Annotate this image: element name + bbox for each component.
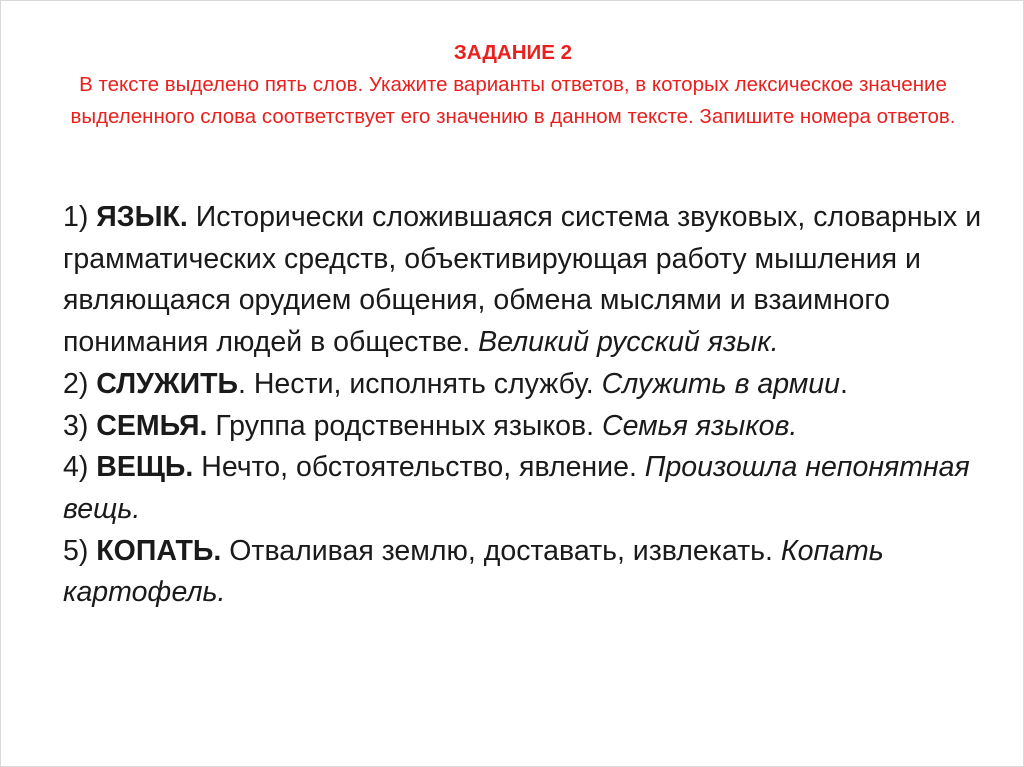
answer-number: 2): [63, 367, 89, 400]
task-instruction: В тексте выделено пять слов. Укажите варианты ответов, в которых лексическое значение выделенного слова соответствует его значению в данном тексте. Запишите номера ответов.: [70, 73, 956, 128]
answer-option-1: [63, 197, 983, 364]
answer-option-3: [63, 406, 983, 448]
answer-option-2: [63, 364, 983, 406]
answer-example: Произошла непонятная вещь.: [63, 451, 970, 525]
answer-example: Семья языков.: [602, 409, 798, 442]
answer-definition: Отваливая землю, доставать, извлекать.: [229, 534, 773, 567]
answer-definition: Нечто, обстоятельство, явление.: [201, 451, 637, 484]
answer-number: 3): [63, 409, 89, 442]
answer-example: Великий русский язык.: [478, 326, 779, 359]
answer-example: Служить в армии: [601, 367, 840, 400]
answer-option-5: [63, 531, 983, 614]
answer-number: 1): [63, 201, 89, 233]
answer-number: 4): [63, 451, 89, 484]
answer-word: КОПАТЬ.: [96, 534, 222, 567]
answer-word: СЛУЖИТЬ: [96, 367, 239, 400]
answer-options-list: [63, 197, 983, 614]
answer-example-tail: .: [840, 367, 848, 400]
answer-definition: Группа родственных языков.: [215, 409, 595, 442]
answer-option-4: [63, 447, 983, 530]
answer-word: СЕМЬЯ.: [96, 409, 208, 442]
answer-definition: Исторически сложившаяся система звуковых, словарных и грамматических средств, объективирующая работу мышления и являющаяся орудием общения, обмена мыслями и взаимного понимания людей в обществе.: [63, 201, 982, 359]
answer-word: ВЕЩЬ.: [96, 451, 194, 484]
answer-number: 5): [63, 534, 89, 567]
answer-definition: . Нести, исполнять службу.: [238, 367, 594, 400]
answer-word: ЯЗЫК.: [96, 201, 188, 233]
answer-example: Копать картофель.: [63, 534, 884, 609]
task-header: [41, 37, 985, 133]
task-title: ЗАДАНИЕ 2: [453, 41, 573, 64]
